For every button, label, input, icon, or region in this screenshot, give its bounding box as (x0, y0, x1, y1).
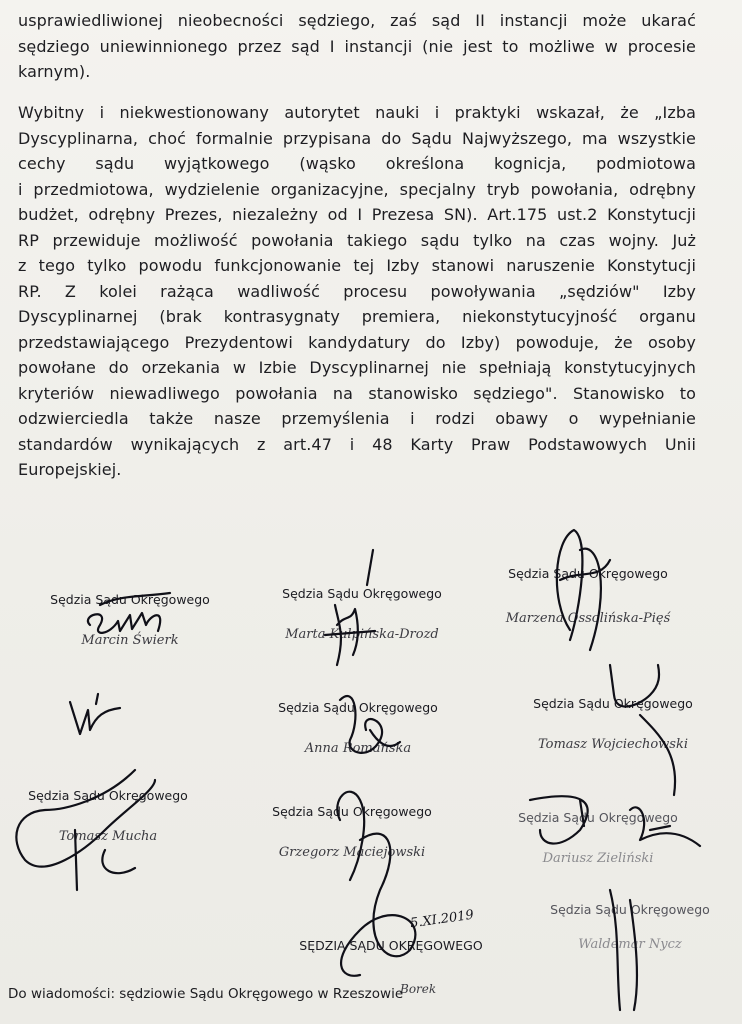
text-line: przedstawiającego Prezydentowi kandydatury do Izby) powoduje, że osoby (18, 332, 696, 352)
text-line: RP. Z kolei rażąca wadliwość procesu powoływania „sędziów" Izby (18, 281, 696, 301)
signature-title: Sędzia Sądu Okręgowego (28, 788, 188, 803)
signature-block (40, 592, 220, 648)
signature-name: Tomasz Wojciechowski (537, 737, 688, 752)
signature-name: Tomasz Mucha (58, 829, 158, 844)
text-line: z tego tylko powodu funkcjonowanie tej Izby stanowi naruszenie Konstytucji (18, 256, 696, 275)
text-line: karnym). (18, 62, 91, 81)
signature-block (540, 902, 720, 952)
signature-name: Anna Romańska (304, 741, 412, 756)
signature-block (518, 696, 708, 752)
signature-name: Marta Kulpińska-Drozd (285, 627, 439, 642)
signature-name: Borek (400, 982, 437, 996)
text-line: powołane do orzekania w Izbie Dyscyplinarnej nie spełniają konstytucyjnych (18, 358, 696, 377)
signature-title: Sędzia Sądu Okręgowego (50, 592, 210, 607)
handwritten-signature (60, 690, 130, 750)
signature-title: Sędzia Sądu Okręgowego (508, 566, 668, 581)
signature-block (268, 700, 448, 756)
text-line: budżet, odrębny Prezes, niezależny od I Prezesa SN). Art.175 ust.2 Konstytucji (18, 205, 696, 224)
signature-block (18, 788, 198, 844)
text-line: cechy sądu wyjątkowego (wąsko określona kognicja, podmiotowa (18, 154, 696, 173)
signature-block (508, 810, 688, 866)
signature-title: Sędzia Sądu Okręgowego (282, 586, 442, 601)
text-line: Wybitny i niekwestionowany autorytet nauki i praktyki wskazał, że „Izba (18, 103, 696, 122)
text-line: Dyscyplinarna, choć formalnie przypisana do Sądu Najwyższego, ma wszystkie (18, 128, 696, 148)
text-line: odzwierciedla także nasze przemyślenia i rodzi obawy o wypełnianie (18, 409, 696, 428)
paragraph-2 (18, 100, 696, 483)
signature-name: Grzegorz Maciejowski (278, 845, 426, 860)
text-line: sędziego uniewinnionego przez sąd I instancji (nie jest to możliwe w procesie (18, 36, 696, 56)
signature-title: Sędzia Sądu Okręgowego (533, 696, 693, 711)
text-line: Europejskiej. (18, 460, 122, 479)
text-line: RP przewiduje możliwość powołania takiego sądu tylko na czas wojny. Już (18, 230, 696, 250)
signature-name: Waldemar Nycz (578, 937, 682, 952)
signature-name: Dariusz Zieliński (542, 851, 654, 866)
signature-name: Marzena Ossolińska-Pięś (505, 611, 671, 626)
footer-distribution-note: Do wiadomości: sędziowie Sądu Okręgowego w Rzeszowie (8, 986, 404, 1002)
handwritten-date: 5.XI.2019 (409, 907, 475, 932)
text-line: i przedmiotowa, wydzielenie organizacyjne, specjalny tryb powołania, odrębny (18, 179, 696, 199)
text-line: standardów wynikających z art.47 i 48 Karty Praw Podstawowych Unii (18, 434, 696, 454)
text-line: Dyscyplinarnej (brak kontrasygnaty premiera, niekonstytucyjność organu (18, 307, 696, 326)
paragraph-1 (18, 8, 696, 85)
signature-title: Sędzia Sądu Okręgowego (518, 810, 678, 825)
signature-title: Sędzia Sądu Okręgowego (278, 700, 438, 715)
signature-block (262, 804, 442, 860)
signature-title: SĘDZIA SĄDU OKRĘGOWEGO (299, 938, 483, 953)
signature-title: Sędzia Sądu Okręgowego (550, 902, 710, 917)
signature-title: Sędzia Sądu Okręgowego (272, 804, 432, 819)
text-line: kryteriów niewadliwego powołania na stanowisko sędziego". Stanowisko to (18, 383, 696, 403)
signature-name: Marcin Świerk (81, 633, 179, 648)
signature-block (272, 586, 452, 642)
text-line: usprawiedliwionej nieobecności sędziego, zaś sąd II instancji może ukarać (18, 11, 696, 30)
signature-block (498, 566, 678, 626)
signature-block (296, 938, 486, 953)
